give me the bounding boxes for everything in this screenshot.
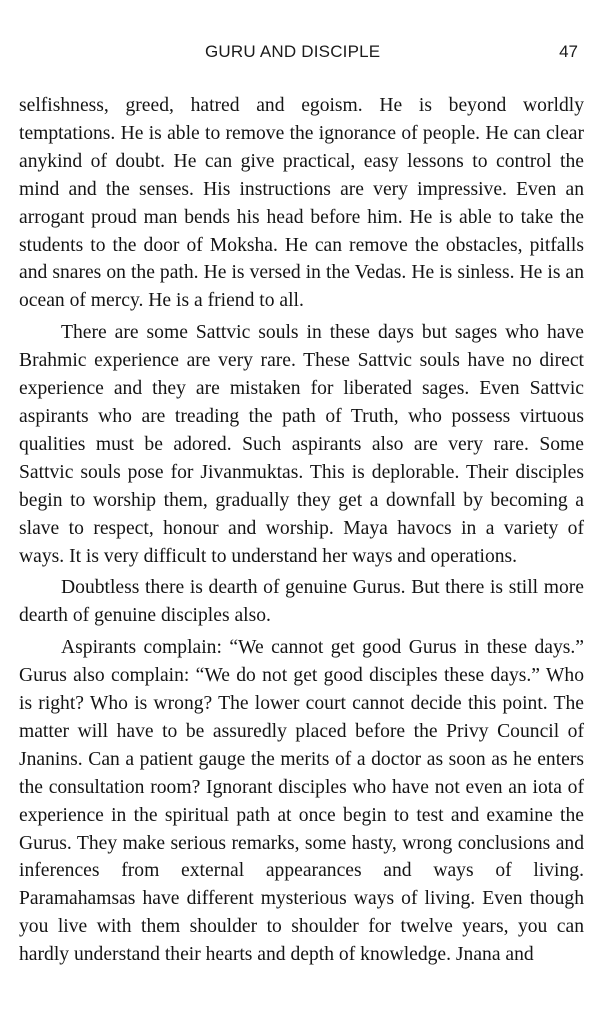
page-number: 47 xyxy=(559,42,578,61)
running-title: GURU AND DISCIPLE xyxy=(205,42,381,61)
paragraph-aspirants-complain: Aspirants complain: “We cannot get good Gurus in these days.” Gurus also complain: “We do not get good disciples these days.” Who is right? Who is wrong? The lower court cannot decide this point. The matter will have to be assuredly placed before the Privy Council of Jnanins. Can a patient gauge the merits of a doctor as soon as he enters the consultation room? Ignorant disciples who have not even an iota of experience in the spiritual path at once begin to test and examine the Gurus. They make serious remarks, some hasty, wrong conclusions and inferences from external appearances and ways of living. Paramahamsas have different mysterious ways of living. Even though you live with them shoulder to shoulder for twelve years, you can hardly understand their hearts and depth of knowledge. Jnana and xyxy=(19,637,584,966)
paragraph-continued: selfishness, greed, hatred and egoism. He is beyond worldly temptations. He is able to remove the ignorance of people. He can clear anykind of doubt. He can give practical, easy lessons to control the mind and the senses. His instructions are very impressive. Even an arrogant proud man bends his head before him. He is able to take the students to the door of Moksha. He can remove the obstacles, pitfalls and snares on the path. He is versed in the Vedas. He is sinless. He is an ocean of mercy. He is a friend to all. xyxy=(19,95,584,312)
paragraph-dearth-of-gurus: Doubtless there is dearth of genuine Gurus. But there is still more dearth of genuine disciples also. xyxy=(19,577,584,627)
paragraph-sattvic-souls: There are some Sattvic souls in these days but sages who have Brahmic experience are very rare. These Sattvic souls have no direct experience and they are mistaken for liberated sages. Even Sattvic aspirants who are treading the path of Truth, who possess virtuous qualities must be adored. Such aspirants also are very rare. Some Sattvic souls pose for Jivanmuktas. This is deplorable. Their disciples begin to worship them, gradually they get a downfall by becoming a slave to respect, honour and worship. Maya havocs in a variety of ways. It is very difficult to understand her ways and operations. xyxy=(19,322,584,567)
body-text xyxy=(19,92,584,973)
page-header xyxy=(0,42,600,72)
